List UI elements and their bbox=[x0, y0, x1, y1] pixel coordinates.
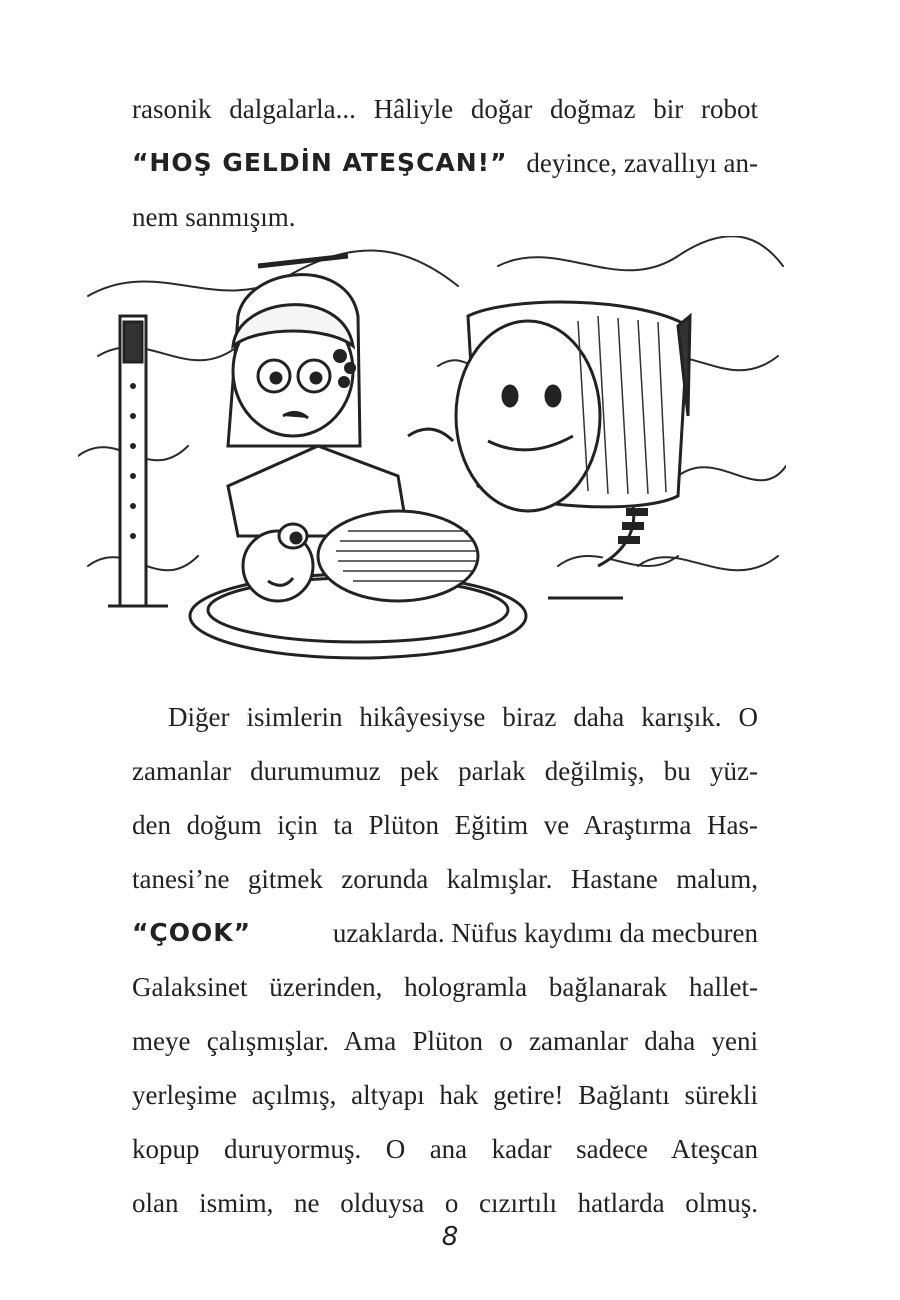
text-line: Diğer isimlerin hikâyesiyse biraz daha karışık. O bbox=[168, 702, 758, 732]
shout-text: “HOŞ GELDİN ATEŞCAN!” bbox=[132, 148, 508, 177]
robot-nanny-newborn-illustration-icon bbox=[78, 236, 786, 676]
text-line: kopup duruyormuş. O ana kadar sadece Ateşcan bbox=[132, 1134, 758, 1164]
text-span: deyince, zavallıyı an- bbox=[526, 148, 758, 178]
text-line: Galaksinet üzerinden, hologramla bağlanarak hallet- bbox=[132, 972, 758, 1002]
text-line-with-shout bbox=[132, 906, 758, 960]
text-line: zamanlar durumumuz pek parlak değilmiş, bu yüz- bbox=[132, 756, 758, 786]
text-span: uzaklarda. Nüfus kaydımı da mecburen bbox=[332, 918, 758, 948]
text-line: rasonik dalgalarla... Hâliyle doğar doğmaz bir robot bbox=[132, 94, 758, 124]
text-line: meye çalışmışlar. Ama Plüton o zamanlar daha yeni bbox=[132, 1026, 758, 1056]
shout-text: “ÇOOK” bbox=[132, 918, 252, 947]
text-line: den doğum için ta Plüton Eğitim ve Araştırma Has- bbox=[132, 810, 758, 840]
text-line: yerleşime açılmış, altyapı hak getire! Bağlantı sürekli bbox=[132, 1080, 758, 1110]
page-number: 8 bbox=[441, 1222, 459, 1252]
text-line: nem sanmışım. bbox=[132, 202, 296, 232]
text-line-with-shout bbox=[132, 136, 758, 190]
text-line: olan ismim, ne olduysa o cızırtılı hatlarda olmuş. bbox=[132, 1188, 758, 1218]
text-line: tanesi’ne gitmek zorunda kalmışlar. Hastane malum, bbox=[132, 864, 758, 894]
